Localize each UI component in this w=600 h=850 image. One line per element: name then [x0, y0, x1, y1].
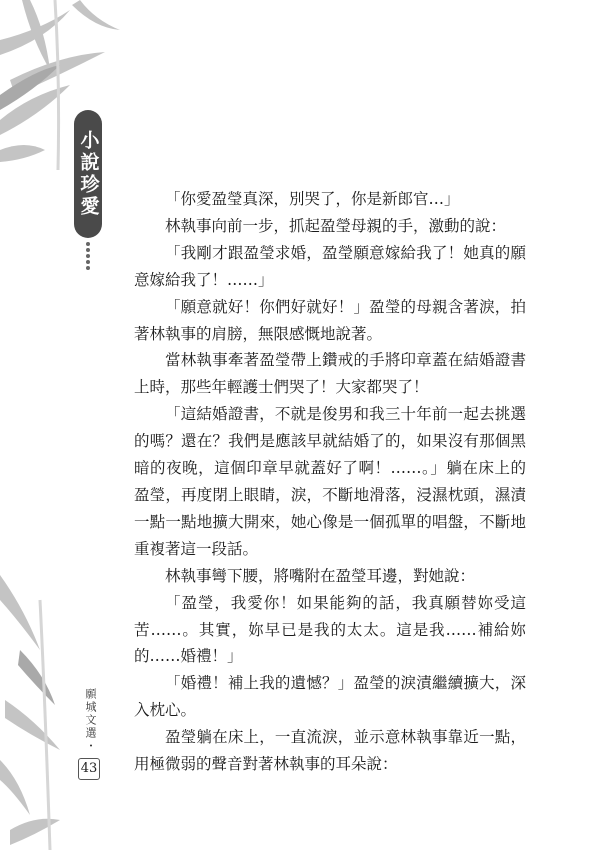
paragraph: 當林執事牽著盈瑩帶上鑽戒的手將印章蓋在結婚證書上時，那些年輕護士們哭了！大家都哭了！: [134, 351, 526, 397]
paragraph: 「你愛盈瑩真深，別哭了，你是新郎官…」: [165, 190, 460, 208]
paragraph: 盈瑩躺在床上，一直流淚，並示意林執事靠近一點，用極微弱的聲音對著林執事的耳朵說：: [134, 728, 526, 774]
decorative-dots: [86, 242, 90, 270]
section-title: 小說珍愛: [77, 130, 100, 218]
paragraph: 「這結婚證書，不就是俊男和我三十年前一起去挑選的嗎？還在？我們是應該早就結婚了的，如果沒有那個黑暗的夜晚，這個印章早就蓋好了啊！……。」躺在床上的盈瑩，再度閉上眼睛，淚，不斷地滑落，浸濕枕頭，濕漬一點一點地擴大開來，她心像是一個孤單的唱盤，不斷地重複著這一段話。: [134, 405, 526, 558]
paragraph: 「我剛才跟盈瑩求婚，盈瑩願意嫁給我了！她真的願意嫁給我了！……」: [134, 243, 526, 289]
paragraph: 林執事彎下腰，將嘴附在盈瑩耳邊，對她說：: [165, 566, 476, 585]
paragraph: 林執事向前一步，抓起盈瑩母親的手，激動的說：: [165, 216, 507, 235]
paragraph: 「婚禮！補上我的遺憾？」盈瑩的淚漬繼續擴大，深入枕心。: [134, 674, 526, 720]
paragraph: 「願意就好！你們好就好！」盈瑩的母親含著淚，拍著林執事的肩膀，無限感慨地說著。: [134, 297, 526, 343]
page-number: 43: [78, 758, 100, 780]
paragraph: 「盈瑩，我愛你！如果能夠的話，我真願替妳受這苦……。其實，妳早已是我的太太。這是我……補給妳的……婚禮！」: [134, 593, 526, 666]
series-label: 願城文選・: [84, 688, 97, 753]
section-title-tab: [74, 110, 102, 238]
body-text: [134, 186, 526, 778]
